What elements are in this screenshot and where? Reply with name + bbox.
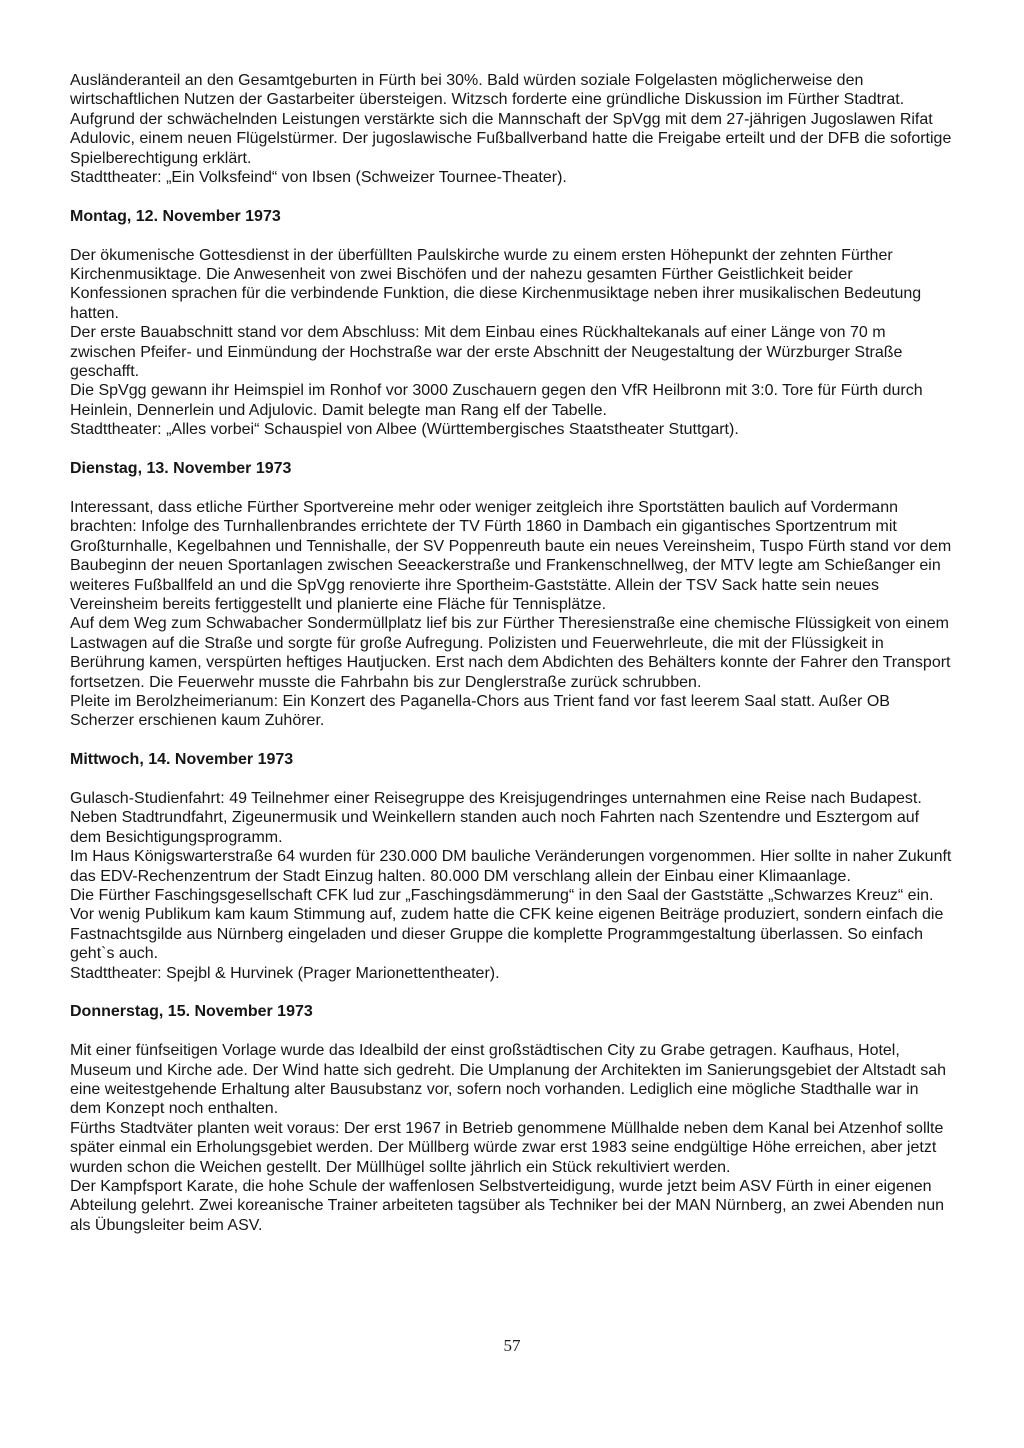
section-intro [70,71,954,187]
paragraph: Pleite im Berolzheimerianum: Ein Konzert des Paganella-Chors aus Trient fand vor fast leerem Saal statt. Außer OB Scherzer erschienen kaum Zuhörer. [70,692,890,730]
section-heading: Mittwoch, 14. November 1973 [70,751,294,769]
section-wednesday [70,750,954,983]
paragraph: Gulasch-Studienfahrt: 49 Teilnehmer einer Reisegruppe des Kreisjugendringes unternahmen eine Reise nach Budapest. Neben Stadtrundfahrt, Zigeunermusik und Weinkellern standen auch noch Fahrten nach Szentendre und Esztergom auf dem Besichtigungsprogramm. [70,789,922,846]
paragraph: Die Fürther Faschingsgesellschaft CFK lud zur „Faschingsdämmerung“ in den Saal der Gaststätte „Schwarzes Kreuz“ ein. Vor wenig Publikum kam kaum Stimmung auf, zudem hatte die CFK keine eigenen Beiträge produziert, sondern einfach die Fastnachtsgilde aus Nürnberg eingeladen und dieser Gruppe die komplette Programmgestaltung überlassen. So einfach geht`s auch. [70,886,944,963]
paragraph: Interessant, dass etliche Fürther Sportvereine mehr oder weniger zeitgleich ihre Sportstätten baulich auf Vordermann brachten: Infolge des Turnhallenbrandes errichtete der TV Fürth 1860 in Dambach ein gigantisches Sportzentrum mit Großturnhalle, Kegelbahnen und Tennishalle, der SV Poppenreuth baute ein neues Vereinsheim, Tuspo Fürth stand vor dem Baubeginn der neuen Sportanlagen zwischen Seeackerstraße und Frankenschnellweg, der MTV legte am Schießanger ein weiteres Fußballfeld an und die SpVgg renovierte ihre Sportheim-Gaststätte. Allein der TSV Sack hatte sein neues Vereinsheim bereits fertiggestellt und planierte eine Fläche für Tennisplätze. [70,498,952,613]
section-thursday [70,1002,954,1235]
paragraph: Stadttheater: Spejbl & Hurvinek (Prager Marionettentheater). [70,964,500,982]
paragraph: Aufgrund der schwächelnden Leistungen verstärkte sich die Mannschaft der SpVgg mit dem 27-jährigen Jugoslawen Rifat Adulovic, einem neuen Flügelstürmer. Der jugoslawische Fußballverband hatte die Freigabe erteilt und der DFB die sofortige Spielberechtigung erklärt. [70,110,952,167]
section-heading: Dienstag, 13. November 1973 [70,460,292,478]
paragraph: Mit einer fünfseitigen Vorlage wurde das Idealbild der einst großstädtischen City zu Grabe getragen. Kaufhaus, Hotel, Museum und Kirche ade. Der Wind hatte sich gedreht. Die Umplanung der Architekten im Sanierungsgebiet der Altstadt sah eine weitestgehende Erhaltung alter Bausubstanz vor, sofern noch vorhanden. Lediglich eine mögliche Stadthalle war in dem Konzept noch enthalten. [70,1042,947,1118]
page-number: 57 [503,1336,521,1355]
paragraph: Stadttheater: „Ein Volksfeind“ von Ibsen (Schweizer Tournee-Theater). [70,169,567,187]
paragraph: Die SpVgg gewann ihr Heimspiel im Ronhof vor 3000 Zuschauern gegen den VfR Heilbronn mit 3:0. Tore für Fürth durch Heinlein, Dennerlein und Adjulovic. Damit belegte man Rang elf der Tabelle. [70,382,923,419]
section-monday [70,207,954,440]
page-content [70,71,954,1235]
paragraph: Im Haus Königswarterstraße 64 wurden für 230.000 DM bauliche Veränderungen vorgenommen. Hier sollte in naher Zukunft das EDV-Rechenzentrum der Stadt Einzug halten. 80.000 DM verschlang allein der Einbau einer Klimaanlage. [70,848,952,885]
section-heading: Montag, 12. November 1973 [70,207,281,225]
paragraph: Stadttheater: „Alles vorbei“ Schauspiel von Albee (Württembergisches Staatstheater Stuttgart). [70,421,739,439]
section-tuesday [70,459,954,731]
paragraph: Auf dem Weg zum Schwabacher Sondermüllplatz lief bis zur Fürther Theresienstraße eine chemische Flüssigkeit von einem Lastwagen auf die Straße und sorgte für große Aufregung. Polizisten und Feuerwehrleute, die mit der Flüssigkeit in Berührung kamen, verspürten heftiges Hautjucken. Erst nach dem Abdichten des Behälters konnte der Fahrer den Transport fortsetzen. Die Feuerwehr musste die Fahrbahn bis zur Denglerstraße zurück schrubben. [70,615,951,691]
paragraph: Ausländeranteil an den Gesamtgeburten in Fürth bei 30%. Bald würden soziale Folgelasten möglicherweise den wirtschaftlichen Nutzen der Gastarbeiter übersteigen. Witzsch forderte eine gründliche Diskussion im Fürther Stadtrat. [70,72,905,109]
paragraph: Fürths Stadtväter planten weit voraus: Der erst 1967 in Betrieb genommene Müllhalde neben dem Kanal bei Atzenhof sollte später einmal ein Erholungsgebiet werden. Der Müllberg würde zwar erst 1983 seine endgültige Höhe erreichen, aber jetzt wurden schon die Weichen gestellt. Der Müllhügel sollte jährlich ein Stück rekultiviert werden. [70,1119,944,1176]
paragraph: Der ökumenische Gottesdienst in der überfüllten Paulskirche wurde zu einem ersten Höhepunkt der zehnten Fürther Kirchenmusiktage. Die Anwesenheit von zwei Bischöfen und der nahezu gesamten Fürther Geistlichkeit beider Konfessionen sprachen für die verbindende Funktion, die diese Kirchenmusiktage neben ihrer musikalischen Bedeutung hatten. [70,246,922,322]
paragraph: Der Kampfsport Karate, die hohe Schule der waffenlosen Selbstverteidigung, wurde jetzt beim ASV Fürth in einer eigenen Abteilung gelehrt. Zwei koreanische Trainer arbeiteten tagsüber als Techniker bei der MAN Nürnberg, an zwei Abenden nun als Übungsleiter beim ASV. [70,1178,944,1234]
section-heading: Donnerstag, 15. November 1973 [70,1003,313,1021]
paragraph: Der erste Bauabschnitt stand vor dem Abschluss: Mit dem Einbau eines Rückhaltekanals auf einer Länge von 70 m zwischen Pfeifer- und Einmündung der Hochstraße war der erste Abschnitt der Neugestaltung der Würzburger Straße geschafft. [70,324,903,381]
